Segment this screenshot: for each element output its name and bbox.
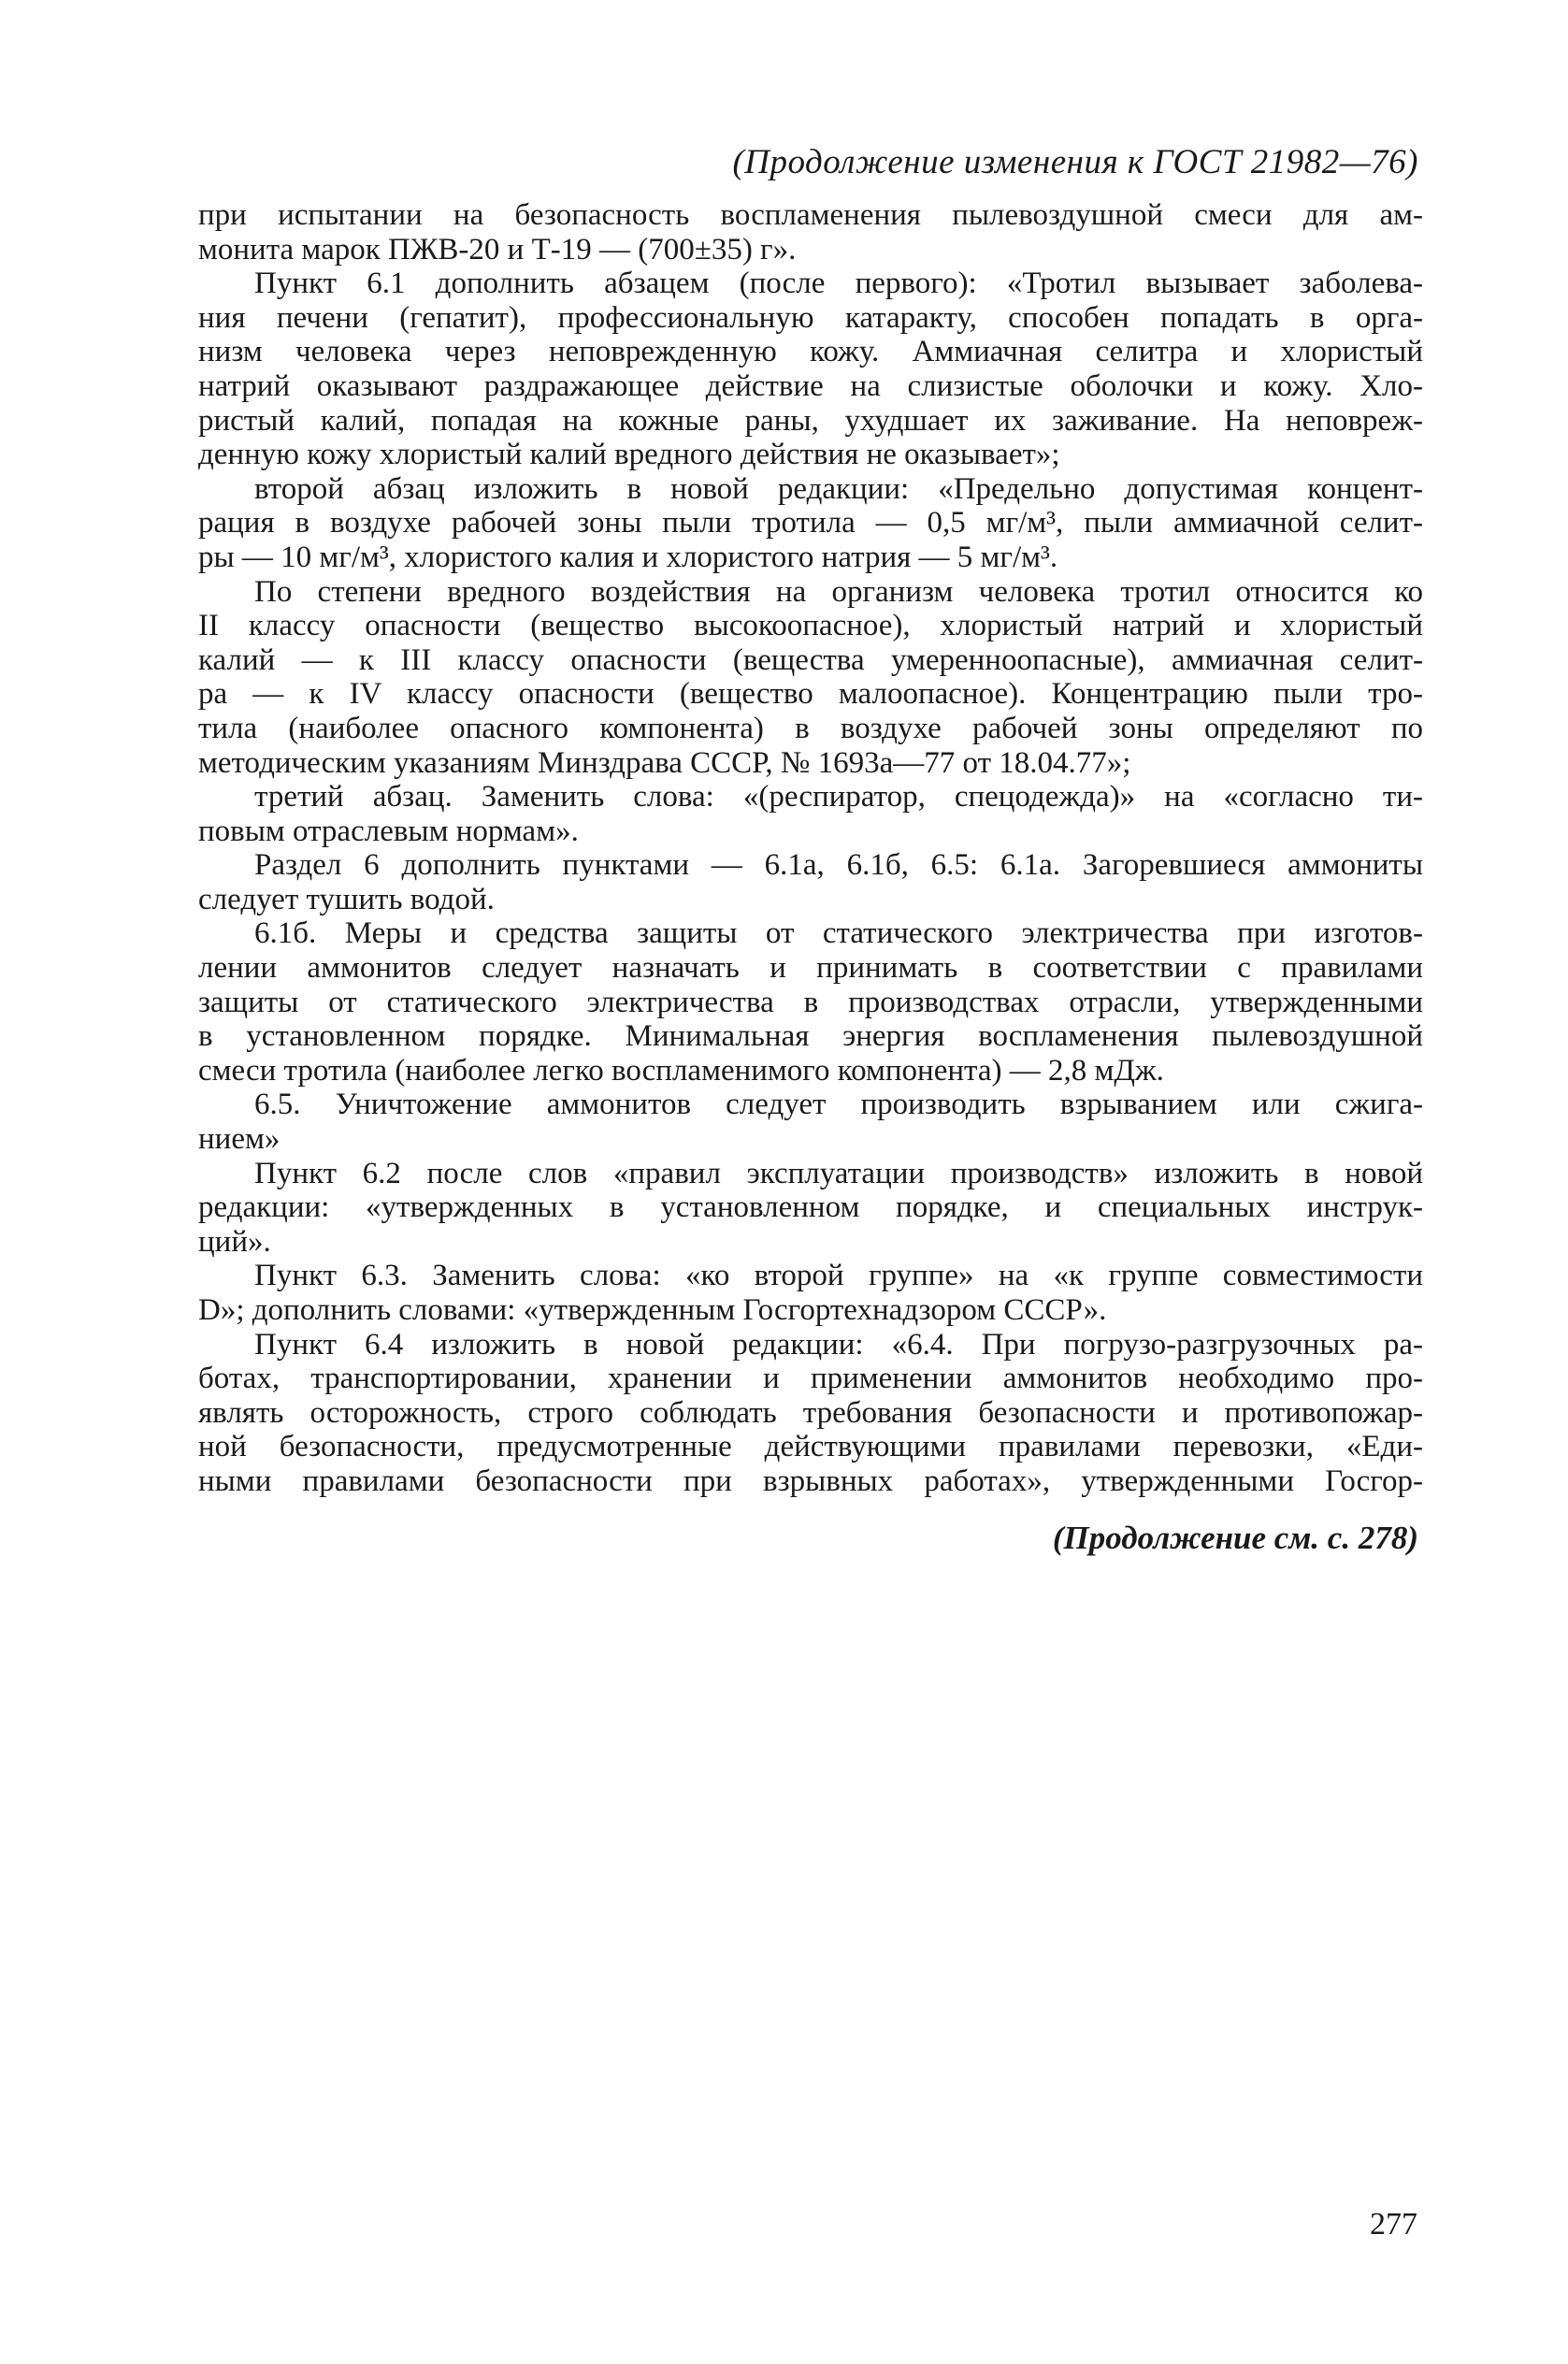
text-line: Пункт 6.1 дополнить абзацем (после первого): «Тротил вызывает заболева- [254, 267, 1423, 301]
text-line: следует тушить водой. [198, 882, 495, 916]
text-line: денную кожу хлористый калий вредного действия не оказывает»; [198, 438, 1060, 472]
text-line: ры — 10 мг/м³, хлористого калия и хлористого натрия — 5 мг/м³. [198, 540, 1058, 574]
text-line: По степени вредного воздействия на организм человека тротил относится ко [254, 574, 1423, 609]
text-line: 6.1б. Меры и средства защиты от статического электричества при изготов- [254, 916, 1423, 951]
text-line: натрий оказывают раздражающее действие на слизистые оболочки и кожу. Хло- [198, 368, 1423, 403]
text-line: ной безопасности, предусмотренные действующими правилами перевозки, «Еди- [198, 1430, 1423, 1464]
text-line: тила (наиболее опасного компонента) в воздухе рабочей зоны определяют по [198, 711, 1423, 745]
text-line: калий — к III классу опасности (вещества умеренноопасные), аммиачная селит- [198, 642, 1423, 677]
text-line: методическим указаниям Минздрава СССР, № 1693а—77 от 18.04.77»; [198, 745, 1131, 780]
text-line: нием» [198, 1122, 281, 1157]
text-line: ными правилами безопасности при взрывных работах», утвержденными Госгор- [198, 1463, 1423, 1498]
text-line: являть осторожность, строго соблюдать требования безопасности и противопожар- [198, 1395, 1423, 1430]
text-line: Пункт 6.3. Заменить слова: «ко второй группе» на «к группе совместимости [254, 1259, 1423, 1293]
text-line: в установленном порядке. Минимальная энергия воспламенения пылевоздушной [198, 1019, 1423, 1054]
text-line: ботах, транспортировании, хранении и применении аммонитов необходимо про- [198, 1362, 1423, 1396]
text-line: Пункт 6.4 изложить в новой редакции: «6.4. При погрузо-разгрузочных ра- [254, 1327, 1423, 1362]
text-line: смеси тротила (наиболее легко воспламенимого компонента) — 2,8 мДж. [198, 1053, 1164, 1088]
text-line: при испытании на безопасность воспламенения пылевоздушной смеси для ам- [198, 198, 1423, 232]
text-line: ния печени (гепатит), профессиональную катаракту, способен попадать в орга- [198, 300, 1423, 335]
page-header-continuation: (Продолжение изменения к ГОСТ 21982—76) [732, 143, 1418, 181]
text-line: третий абзац. Заменить слова: «(респиратор, спецодежда)» на «согласно ти- [254, 780, 1423, 814]
text-line: монита марок ПЖВ-20 и Т-19 — (700±35) г». [198, 232, 797, 267]
text-line: D»; дополнить словами: «утвержденным Госгортехнадзором СССР». [198, 1293, 1107, 1327]
text-line: второй абзац изложить в новой редакции: «Предельно допустимая концент- [254, 471, 1423, 506]
text-line: ра — к IV классу опасности (вещество малоопасное). Концентрацию пыли тро- [198, 677, 1423, 712]
text-line: лении аммонитов следует назначать и принимать в соответствии с правилами [198, 951, 1423, 986]
text-line: ций». [198, 1224, 271, 1259]
text-line: ристый калий, попадая на кожные раны, ухудшает их заживание. На неповреж- [198, 403, 1423, 438]
text-line: II классу опасности (вещество высокоопасное), хлористый натрий и хлористый [198, 609, 1423, 643]
text-line: Раздел 6 дополнить пунктами — 6.1а, 6.1б, 6.5: 6.1а. Загоревшиеся аммониты [254, 848, 1423, 883]
text-line: 6.5. Уничтожение аммонитов следует производить взрыванием или сжига- [254, 1088, 1423, 1122]
text-line: низм человека через неповрежденную кожу. Аммиачная селитра и хлористый [198, 335, 1423, 369]
text-line: рация в воздухе рабочей зоны пыли тротила — 0,5 мг/м³, пыли аммиачной селит- [198, 506, 1423, 541]
body-text [198, 198, 1423, 1499]
text-line: защиты от статического электричества в производствах отрасли, утвержденными [198, 985, 1423, 1019]
page-number: 277 [1370, 2207, 1417, 2241]
text-line: Пункт 6.2 после слов «правил эксплуатации производств» изложить в новой [254, 1156, 1423, 1190]
text-line: редакции: «утвержденных в установленном порядке, и специальных инструк- [198, 1190, 1423, 1225]
continuation-note: (Продолжение см. с. 278) [1052, 1520, 1418, 1556]
text-line: повым отраслевым нормам». [198, 814, 579, 848]
